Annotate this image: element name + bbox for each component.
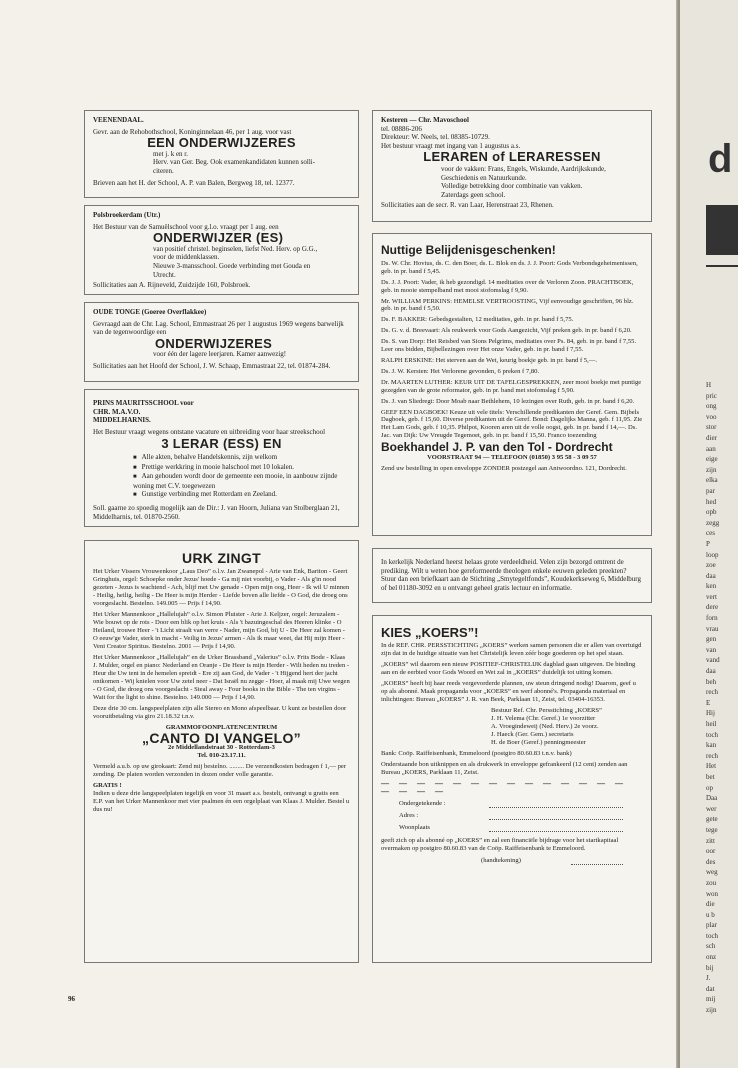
ad-paragraph: Vermeld a.u.b. op uw girokaart: Zend mij bestelno. ......... De verzendkosten bedragen f 1,— per zending. De platen worden verzonden in dozen onder volle garantie. — [93, 763, 347, 778]
book-item: Mr. WILLIAM PERKINS: HEMELSE VERTROOSTING, Vijf eenvoudige geschriften, 96 blz. geb. in pr. band f 5,50. — [381, 297, 634, 313]
next-page-fragment: H — [706, 381, 712, 389]
next-page-fragment: par — [706, 486, 715, 495]
next-page-fragment: aan — [706, 444, 716, 453]
ad-place: Polsbroekerdam (Utr.) — [93, 211, 161, 219]
next-page-fragment: vert — [706, 592, 717, 601]
next-page-fragment: dat — [706, 984, 715, 993]
ad-place: MIDDELHARNIS. — [93, 416, 151, 425]
ad-requirement: voor één der lagere leerjaren. Kamer aanwezig! — [153, 350, 287, 359]
next-page-fragment: won — [706, 889, 719, 898]
ad-headline: Nuttige Belijdenisgeschenken! — [381, 243, 556, 257]
ad-requirement: Volledige betrekking door combinatie van vakken. — [441, 182, 583, 191]
ad-headline: EEN ONDERWIJZERES — [147, 135, 296, 151]
next-page-fragment: zijn — [706, 1006, 717, 1015]
next-page-fragment: zitt — [706, 836, 715, 845]
next-page-fragment: daa — [706, 571, 716, 580]
ad-place: Kesteren — Chr. Mavoschool — [381, 116, 469, 124]
field-line[interactable] — [489, 812, 623, 820]
next-page-fragment: loop — [706, 550, 719, 559]
coupon-intro: Onderstaande bon uitknippen en als drukwerk in enveloppe gefrankeerd (12 cent) zenden aan Bureau „KOERS, Parklaan 11, Zeist. — [381, 761, 628, 776]
ad-paragraph: Het Urker Vissers Vrouwenkoor „Laus Deo” o.l.v. Jan Zwanepol - Arie van Enk, Bariton - Geert Gringhuis, orgel: Schoepke onder Jezus' hoede - Ga mij niet voorbij, o Vader - Als g'in nood gezeten - Jezus is wachtend - Ach, blijf met Uw genade - Open mijn oog, Heer - Ik wil U minnen - Heilig, heilig, heilig - De Heer is mijn Herder - Liefde boven alle liefde - O God, die droeg ons voorgeslacht. Bestelno. 149.005 — Prijs f 14,90. — [93, 568, 350, 607]
ad-oude-tonge — [84, 302, 359, 382]
next-page-fragment: tege — [706, 825, 718, 834]
ad-paragraph: Deze drie 30 cm. langspeelplaten zijn alle Stereo en Mono afspeelbaar. U kunt ze bestellen door vooruitbetaling via giro 21.18.32 t.n.v. — [93, 705, 347, 720]
book-item: RALPH ERSKINE: Het sterven aan de Wet, keurig boekje geb. in pr. band f 5,—. — [381, 356, 597, 364]
ad-intro: Gevraagd aan de Chr. Lag. School, Emmastraat 26 per 1 augustus 1969 wegens barwelijk van de tegenwoordige een — [93, 319, 344, 337]
next-page-fragment: pric — [706, 391, 717, 400]
ad-requirement: Utrecht. — [153, 270, 176, 279]
ad-address: 2e Middellandstraat 30 - Rotterdam-3 — [168, 744, 275, 751]
ad-urk-zingt — [84, 540, 359, 963]
field-line[interactable] — [571, 857, 623, 865]
next-page-fragment: wer — [706, 804, 717, 813]
board-member: J. Haeck (Ger. Gem.) secretaris — [491, 731, 574, 738]
next-page-fragment: P — [706, 539, 710, 548]
ad-director: Direkteur: W. Neels, tel. 08385-10729. — [381, 133, 490, 142]
book-item: Ds. S. van Dorp: Het Reisbed van Sions Pelgrims, meditaties over Ps. 84, geb. in pr. band f 7,55. Leer ons bidden, Bijbellezingen over Het onze Vader, geb. in pr. band f 7,55. — [381, 338, 637, 354]
next-page-fragment: Daa — [706, 794, 718, 803]
book-item: Ds. J. van Sliedregt: Door Moab naar Bethlehem, 10 lezingen over Ruth, geb. in pr. band f 6,20. — [381, 397, 635, 405]
ad-kesteren — [372, 110, 652, 222]
ad-prins-mauritsschool — [84, 389, 359, 527]
next-page-fragment: van — [706, 645, 717, 654]
next-page-fragment: beh — [706, 677, 717, 686]
next-page-fragment: rech — [706, 751, 719, 760]
next-page-fragment: toch — [706, 730, 719, 739]
ad-requirement: Zaterdags geen school. — [441, 190, 506, 199]
ad-paragraph: Het Urker Mannenkoor „Hallelujah” en de Urker Brassband „Valerius” o.l.v. Frits Bode - Klaas J. Mulder, orgel en piano: Nederland en Oranje - De Heer is mijn Herder - Wilt heden nu treden - Heur die Uw tent in de hemelen spreidt - Ere zij aan God, de Vader - 't Hijgend hert der jacht ontkomen - Wij knielen voor Uw zetel neer - Dat Israël nu zegge - Hoer, al maak mij Uwe wegen - O God, die droeg ons voorgeslacht - Steal away - Four books in the Bible - The ten virgins - Wait for the light to shine. Bestelno. 149.000 — Prijs f 14,90. — [93, 654, 350, 701]
ad-requirement: citeren. — [153, 166, 174, 175]
ad-brand: „CANTO DI VANGELO” — [142, 730, 301, 746]
next-page-fragment: elka — [706, 476, 718, 485]
ad-paragraph: Het Urker Mannenkoor „Hallelujah” o.l.v. Simon Pluister - Arie J. Keljzer, orgel: Jeruzalem - Wie bouwt op de rots - Door een blik op het kruis - Als 't bazuingeschal des Heeren klinke - O Heiland, trouwe Heer - 't Licht straalt van verre - Nader, mijn God, bij U - De Heer zal komen - O eeuw'ge Vader, sterk in macht - Veilig in Jezus' armen - Als ik maar weet, dat Hij mijn Heer - Veni Creator Spiritus. Bestelno. 2001 — Prijs f 14,90. — [93, 611, 345, 650]
ad-place: VEENENDAAL. — [93, 116, 144, 124]
board-member: Bestuur Ref. Chr. Persstichting „KOERS” — [491, 707, 602, 714]
ad-paragraph: „KOERS” heeft bij haar reeds vergevorderde plannen, uw steun dringend nodig! Daarom, geef u op als abonné. Maak propaganda voor „KOERS” en werf abonné's. Propaganda materiaal en inlichtingen: Bureau „KOERS” J. R. van Beek, Parklaan 11, Zeist, tel. 03404-16353. — [381, 680, 636, 703]
next-page-fragment: eige — [706, 455, 718, 464]
ad-contact: Soll. gaarne zo spoedig mogelijk aan de Dir.: J. van Hoorn, Juliana van Stolberglaan 21, Middelharnis, tel. 01870-2560. — [93, 503, 340, 521]
next-page-fragment: onz — [706, 953, 717, 962]
next-page-letter: d — [708, 137, 733, 181]
next-page-fragment: toch — [706, 931, 719, 940]
next-page-fragment: bij — [706, 963, 714, 972]
book-item: Ds. J. J. Poort: Vader, ik heb gezondigd. 14 meditaties over de Verloren Zoon. PRACHTBOEK, geb. in mooie stempelband met mooi stofomslag f 9,90. — [381, 278, 634, 294]
next-page-fragment: zoe — [706, 561, 716, 570]
ad-veenendaal — [84, 110, 359, 198]
next-page-fragment: J. — [706, 974, 711, 983]
ad-headline: ONDERWIJZER (ES) — [153, 230, 284, 246]
next-page-fragment: die — [706, 900, 715, 909]
ad-headline: ONDERWIJZERES — [155, 335, 273, 351]
ad-intro: Gevr. aan de Rehobothschool, Koninginnelaan 46, per 1 aug. voor vast — [93, 127, 292, 136]
next-page-fragment: op — [706, 783, 713, 792]
ad-centre-name: GRAMMOFOONPLATENCENTRUM — [165, 724, 278, 731]
coupon-field-city[interactable] — [399, 824, 643, 832]
board-member: A. Vroegindeweij (Ned. Herv.) 2e voorz. — [491, 723, 599, 730]
ad-headline: URK ZINGT — [182, 550, 261, 566]
next-page-fragment: rech — [706, 688, 719, 697]
ad-polsbroek — [84, 205, 359, 295]
ad-requirement: Herv. van Ger. Beg. Ook examenkandidaten kunnen solli- — [153, 158, 316, 167]
ad-contact: Sollicitaties aan de secr. R. van Laar, Herenstraat 23, Rhenen. — [381, 201, 554, 210]
next-page-fragment: mij — [706, 995, 716, 1004]
field-label: Woonplaats — [399, 824, 430, 831]
ad-headline: 3 LERAR (ESS) EN — [161, 436, 282, 452]
next-page-fragment: Hij — [706, 709, 715, 718]
ad-headline: KIES „KOERS”! — [381, 625, 479, 640]
ad-gratis: GRATIS ! — [93, 782, 122, 789]
next-page-fragment: weg — [706, 868, 718, 877]
ad-smytegeltfonds — [372, 548, 652, 603]
next-page-dark-block — [706, 205, 738, 255]
field-line[interactable] — [489, 800, 623, 808]
next-page-fragment: opb — [706, 508, 717, 517]
page-number: 96 — [68, 995, 75, 1003]
field-line[interactable] — [489, 824, 623, 832]
ad-paragraph: Zend uw bestelling in open enveloppe ZONDER postzegel aan Antwoordno. 121, Dordrecht. — [381, 464, 627, 472]
ad-paragraph: In kerkelijk Nederland heerst helaas grote verdeeldheid. Velen zijn bezorgd omtrent de prediking. Wilt u weten hoe gereformeerde theologen enkele eeuwen geleden preekten? Stuur dan een briefkaart aan de Stichting „Smytegeltfonds”, Koudekerkseweg 6, Middelburg of bel 01180-3092 en u ontvangt geheel gratis lectuur en informatie. — [381, 558, 641, 592]
next-page-fragment: vand — [706, 656, 720, 665]
ad-place: OUDE TONGE (Goeree Overflakkee) — [93, 308, 207, 316]
next-page-fragment: dere — [706, 603, 719, 612]
next-page-fragment: bet — [706, 772, 715, 781]
ad-school: CHR. M.A.V.O. — [93, 407, 141, 416]
ad-paragraph: geeft zich op als abonné op „KOERS” en zal een financiële bijdrage voor het startkapitaal overmaken op postgiro 80.60.83 van de Coöp. Raiffeisenbank te Emmeloord. — [381, 837, 619, 852]
ad-bullet: ■ Aan gehouden wordt door de gemeente een mooie, in aanbouw zijnde woning met C.V. toegewezen — [133, 472, 350, 490]
next-page-fragment: des — [706, 857, 716, 866]
book-item: Ds. F. BAKKER: Gebedsgestalten, 12 meditaties, geb. in pr. band f 5,75. — [381, 316, 574, 324]
next-page-fragment: ong — [706, 402, 717, 411]
bank-info: Bank: Coöp. Raiffeisenbank, Emmeloord (postgiro 80.60.83 t.n.v. bank) — [381, 750, 572, 757]
ad-requirement: voor de vakken: Frans, Engels, Wiskunde, Aardrijkskunde, — [441, 164, 606, 173]
next-page-rule — [706, 265, 738, 267]
next-page-fragment: hed — [706, 497, 717, 506]
next-page-fragment: daa — [706, 667, 716, 676]
book-item: Ds. G. v. d. Breevaart: Als reukwerk voor Gods Aangezicht, Vijf preken geb. in pr. band f 6,20. — [381, 327, 632, 335]
next-page-fragment: Het — [706, 762, 717, 771]
board-member: H. de Boer (Geref.) penningmeester — [491, 739, 586, 746]
ad-telephone: tel. 08886-206 — [381, 124, 422, 133]
ad-requirement: Nieuwe 3-mansschool. Goede verbinding met Gouda en — [153, 261, 311, 270]
ad-paragraph: „KOERS” wil daarom een nieuw POSITIEF-CHRISTELIJK dagblad gaan uitgeven. De binding aan en de eerbied voor Gods Woord en Wet zal in „KOERS” duidelijk tot uiting komen. — [381, 661, 636, 676]
ad-paragraph: GEEF EEN DAGBOEK! Keuze uit vele titels: Verschillende predikanten der Geref. Gem. Bijbels Dagboek, geb. f 15,60. Diverse predikanten uit de Geref. Bond: Dagelijks Manna, geb. f 11,95. Zie Het Lam Gods, geb. f 10,35. Philpot, Kooren aren uit de volle oogst, geb. in pr. band f 14,—. Ds. Jac. van Dijk: Uw Vreugde Tegemoet, geb. in pr. band f 15,50. Franco toezending — [381, 408, 643, 440]
next-page-fragment: zegg — [706, 518, 720, 527]
next-page-edge — [680, 0, 738, 1068]
cut-line: — — — — — — — — — — — — — — — — — — — [381, 779, 627, 796]
ad-telephone: Tel. 010-23.17.11. — [197, 752, 246, 759]
ad-requirement: met j. k en r. — [153, 149, 188, 158]
field-label: Adres : — [399, 812, 419, 819]
next-page-fragment: zou — [706, 878, 717, 887]
ad-intro: Het Bestuur vraagt wegens ontstane vacature en uitbreiding voor haar streekschool — [93, 427, 326, 436]
field-label: (handtekening) — [481, 857, 521, 864]
next-page-fragment: u b — [706, 910, 715, 919]
ad-headline: LERAREN of LERARESSEN — [423, 149, 601, 165]
next-page-fragment: plar — [706, 921, 717, 930]
next-page-fragment: dier — [706, 433, 717, 442]
next-page-fragment: sch — [706, 942, 716, 951]
ad-contact: Sollicitaties aan A. Rijneveld, Zuidzijde 160, Polsbroek. — [93, 281, 251, 290]
ad-paragraph: Indien u deze drie langspeelplaten tegelijk en voor 31 maart a.s. bestelt, ontvangt u gratis een E.P. van het Urker Mannenkoor met vier psalmen én een orgelplaat van Klaas J. Mulder. Bestel u dus nu! — [93, 790, 350, 813]
ad-intro: Het bestuur vraagt met ingang van 1 augustus a.s. — [381, 141, 521, 150]
ad-requirement: van positief christel. beginselen, liefst Ned. Herv. op G.G., — [153, 244, 318, 253]
next-page-fragment: ken — [706, 582, 717, 591]
next-page-fragment: gete — [706, 815, 718, 824]
ad-contact: Sollicitaties aan het Hoofd der School, J. W. Schaap, Emmastraat 22, tel. 01874-284. — [93, 361, 331, 370]
ad-bullet: ■ Alle akten, behalve Handelskennis, zijn welkom — [133, 453, 350, 463]
ad-belijdenisgeschenken — [372, 233, 652, 536]
coupon-field-signature[interactable] — [481, 857, 643, 865]
coupon-field-address[interactable] — [399, 812, 643, 820]
ad-requirement: voor de middenklassen. — [153, 253, 220, 262]
ad-paragraph: In de REF. CHR. PERSSTICHTING „KOERS” werken samen personen die er allen van overtuigd zijn dat in de huidige situatie van het Christelijk leven zéér hoge goederen op het spel staan. — [381, 642, 642, 657]
ad-school: PRINS MAURITSSCHOOL voor — [93, 399, 194, 407]
next-page-fragment: ces — [706, 529, 715, 538]
next-page-text-fragments — [706, 380, 738, 1016]
next-page-fragment: kan — [706, 741, 717, 750]
coupon-field-name[interactable] — [399, 800, 643, 808]
ad-requirement: Geschiedenis en Natuurkunde. — [441, 173, 527, 182]
next-page-fragment: gen — [706, 635, 717, 644]
book-item: Ds. J. W. Kersten: Het Verlorene gevonden, 6 preken f 7,80. — [381, 367, 540, 375]
ad-bullet: ■ Gunstige verbinding met Rotterdam en Zeeland. — [133, 490, 350, 500]
shop-name: Boekhandel J. P. van den Tol - Dordrecht — [381, 440, 613, 455]
next-page-fragment: zijn — [706, 465, 717, 474]
ad-contact: Brieven aan het H. der School, A. P. van Balen, Bergweg 18, tel. 12377. — [93, 178, 295, 187]
book-item: Ds. W. Chr. Hovius, ds. C. den Boer, ds. L. Blok en ds. J. J. Poort: Gods Verbondsgeheimenissen, geb. in pr. band f 5,45. — [381, 259, 638, 275]
next-page-fragment: heil — [706, 720, 717, 728]
next-page-fragment: stor — [706, 423, 717, 432]
next-page-fragment: E — [706, 698, 711, 707]
next-page-fragment: forn — [706, 614, 718, 623]
ad-bullet: ■ Prettige werkkring in mooie halschool met 10 lokalen. — [133, 463, 350, 473]
board-member: J. H. Velema (Chr. Geref.) 1e voorzitter — [491, 715, 596, 722]
next-page-fragment: voo — [706, 412, 717, 421]
next-page-fragment: vrau — [706, 624, 719, 633]
shop-address: VOORSTRAAT 94 — TELEFOON (01850) 3 95 58 - 3 09 57 — [427, 454, 597, 462]
book-item: Dr. MAARTEN LUTHER: KEUR UIT DE TAFELGESPREKKEN, zeer mooi boekje met puntige gezegden van de grote reformator, geb. in pr. band met stofomslag f 5,90. — [381, 378, 642, 394]
next-page-fragment: oor — [706, 847, 716, 856]
ad-koers — [372, 615, 652, 963]
field-label: Ondergetekende : — [399, 800, 446, 807]
ad-intro: Het Bestuur van de Samuëlschool voor g.l.o. vraagt per 1 aug. een — [93, 222, 279, 231]
